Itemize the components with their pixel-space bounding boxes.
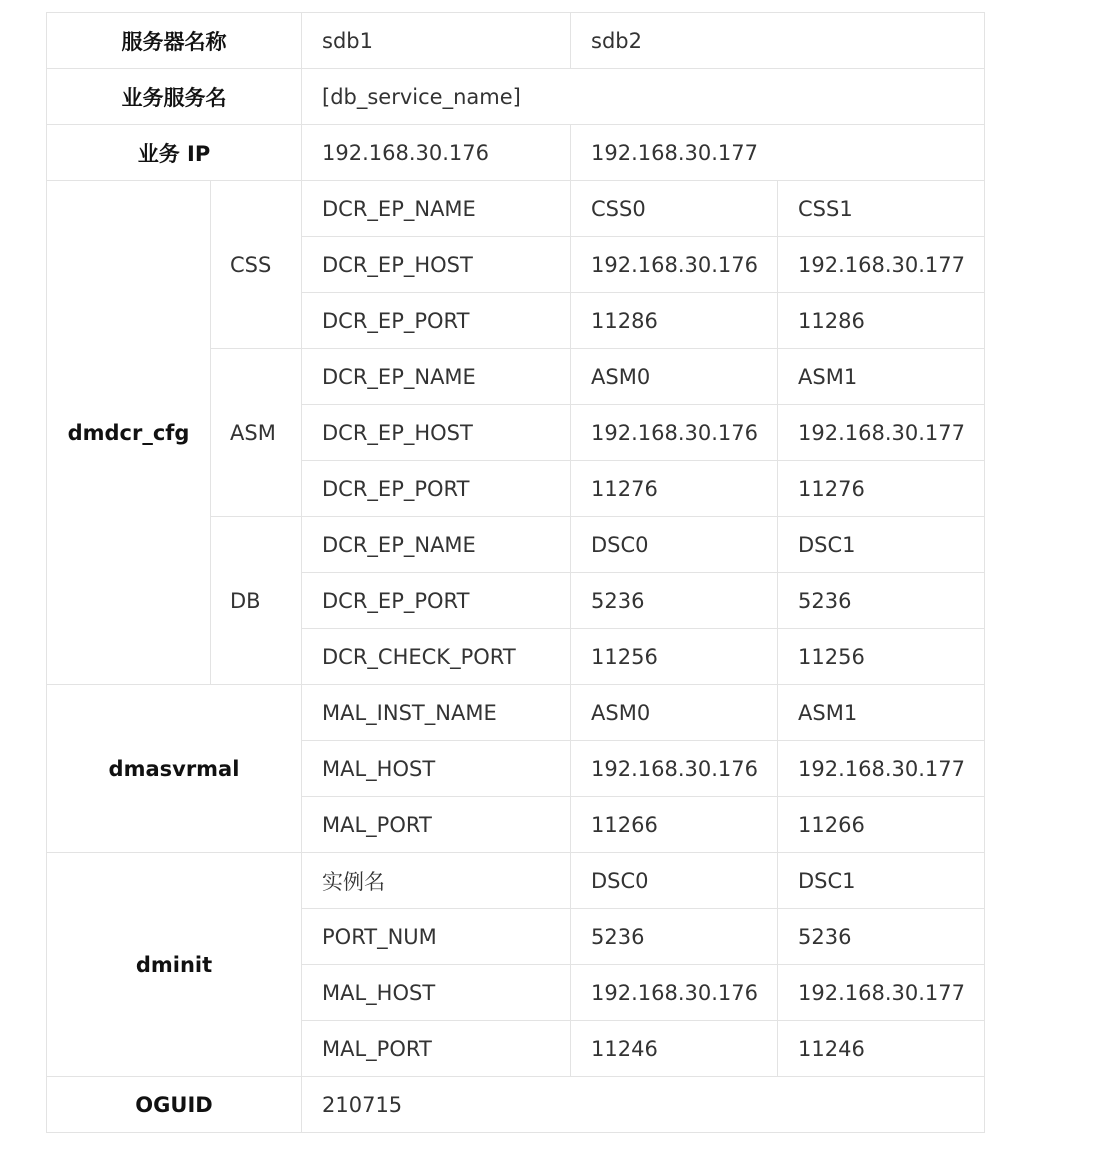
business-ip-node2: 192.168.30.177	[571, 125, 985, 181]
table-row	[47, 685, 985, 741]
param-name: DCR_EP_NAME	[302, 517, 571, 573]
node1-value: 11256	[571, 629, 778, 685]
table-row	[47, 125, 985, 181]
node1-value: DSC0	[571, 517, 778, 573]
server-name-node2: sdb2	[571, 13, 985, 69]
node2-value: 11266	[778, 797, 985, 853]
node1-value: 192.168.30.176	[571, 741, 778, 797]
node2-value: ASM1	[778, 685, 985, 741]
node1-value: 192.168.30.176	[571, 405, 778, 461]
dminit-label: dminit	[47, 853, 302, 1077]
server-name-label: 服务器名称	[47, 13, 302, 69]
node1-value: ASM0	[571, 349, 778, 405]
business-ip-node1: 192.168.30.176	[302, 125, 571, 181]
table-row	[47, 181, 985, 237]
server-name-node1: sdb1	[302, 13, 571, 69]
param-name: DCR_EP_PORT	[302, 573, 571, 629]
node1-value: 192.168.30.176	[571, 965, 778, 1021]
group-css-label: CSS	[211, 181, 302, 349]
node2-value: 192.168.30.177	[778, 237, 985, 293]
param-name: 实例名	[302, 853, 571, 909]
node1-value: 11266	[571, 797, 778, 853]
param-name: PORT_NUM	[302, 909, 571, 965]
node1-value: 11246	[571, 1021, 778, 1077]
oguid-label: OGUID	[47, 1077, 302, 1133]
business-ip-label: 业务 IP	[47, 125, 302, 181]
node2-value: 5236	[778, 573, 985, 629]
oguid-value: 210715	[302, 1077, 985, 1133]
node1-value: 11286	[571, 293, 778, 349]
param-name: DCR_EP_HOST	[302, 405, 571, 461]
param-name: MAL_PORT	[302, 797, 571, 853]
service-name-value: [db_service_name]	[302, 69, 985, 125]
node2-value: 11286	[778, 293, 985, 349]
config-table	[46, 12, 985, 1133]
table-row	[47, 853, 985, 909]
node1-value: ASM0	[571, 685, 778, 741]
dmasvrmal-label: dmasvrmal	[47, 685, 302, 853]
node2-value: CSS1	[778, 181, 985, 237]
node2-value: 192.168.30.177	[778, 741, 985, 797]
param-name: DCR_EP_NAME	[302, 181, 571, 237]
node1-value: 5236	[571, 909, 778, 965]
group-asm-label: ASM	[211, 349, 302, 517]
node2-value: ASM1	[778, 349, 985, 405]
node2-value: DSC1	[778, 853, 985, 909]
node1-value: 192.168.30.176	[571, 237, 778, 293]
node1-value: CSS0	[571, 181, 778, 237]
service-name-label: 业务服务名	[47, 69, 302, 125]
node1-value: 5236	[571, 573, 778, 629]
param-name: MAL_HOST	[302, 741, 571, 797]
param-name: DCR_CHECK_PORT	[302, 629, 571, 685]
node1-value: DSC0	[571, 853, 778, 909]
node2-value: 5236	[778, 909, 985, 965]
dmdcr-cfg-label: dmdcr_cfg	[47, 181, 211, 685]
table-row	[47, 69, 985, 125]
group-db-label: DB	[211, 517, 302, 685]
param-name: DCR_EP_HOST	[302, 237, 571, 293]
node2-value: 11246	[778, 1021, 985, 1077]
node2-value: 192.168.30.177	[778, 965, 985, 1021]
param-name: DCR_EP_PORT	[302, 461, 571, 517]
param-name: DCR_EP_NAME	[302, 349, 571, 405]
table-row	[47, 13, 985, 69]
node2-value: DSC1	[778, 517, 985, 573]
node1-value: 11276	[571, 461, 778, 517]
param-name: MAL_HOST	[302, 965, 571, 1021]
param-name: MAL_PORT	[302, 1021, 571, 1077]
node2-value: 192.168.30.177	[778, 405, 985, 461]
param-name: DCR_EP_PORT	[302, 293, 571, 349]
node2-value: 11256	[778, 629, 985, 685]
node2-value: 11276	[778, 461, 985, 517]
table-row	[47, 1077, 985, 1133]
param-name: MAL_INST_NAME	[302, 685, 571, 741]
